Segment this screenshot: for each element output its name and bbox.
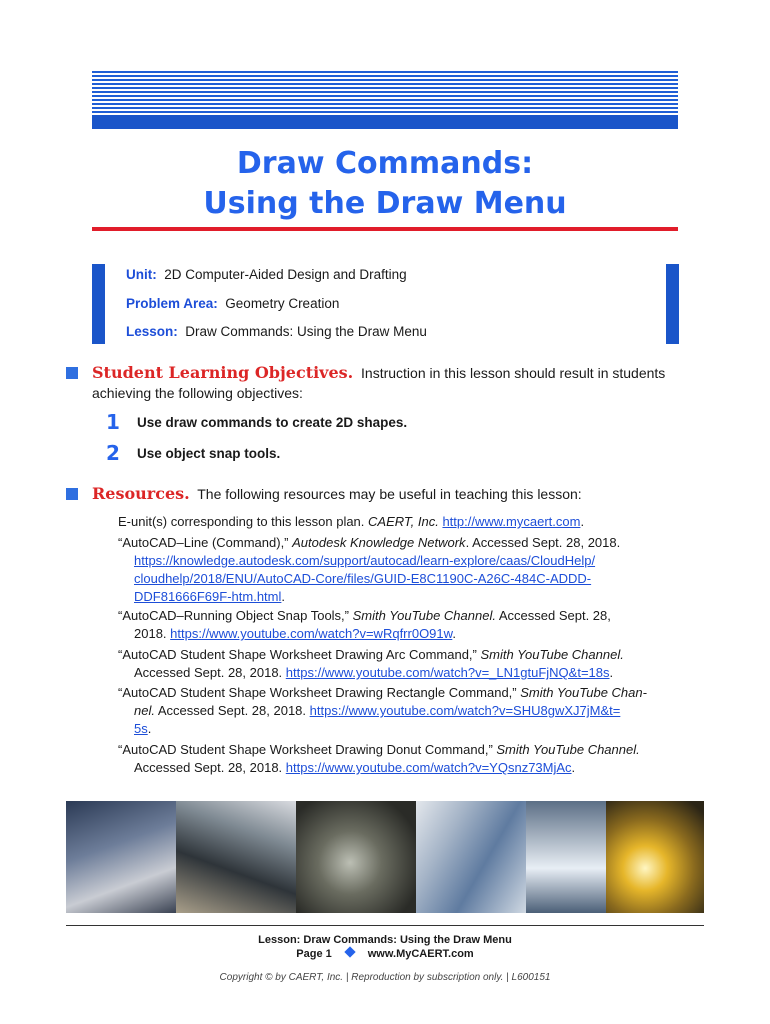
resources-intro: The following resources may be useful in teaching this lesson: — [197, 486, 582, 502]
photo-tile — [526, 801, 606, 913]
photo-collage — [66, 801, 704, 913]
resource-item: “AutoCAD Student Shape Worksheet Drawing Rectangle Command,” Smith YouTube Chan- nel. Accessed Sept. 28, 2018. https://www.youtube.com/watch?v=SHU8gwXJ7jM&t= 5s. — [118, 685, 647, 736]
unit-row — [126, 266, 407, 284]
bullet-square-icon — [66, 488, 78, 500]
photo-tile — [296, 801, 416, 913]
resources-heading-row — [92, 484, 582, 504]
problem-area-row — [126, 295, 339, 313]
page-title-line1: Draw Commands: — [236, 146, 534, 181]
lesson-row — [126, 323, 427, 341]
resource-link[interactable]: https://www.youtube.com/watch?v=_LN1gtuFjNQ&t=18s — [285, 665, 610, 680]
header-banner-base — [92, 115, 678, 129]
objective-text: Use object snap tools. — [137, 446, 281, 461]
title-divider — [92, 227, 678, 231]
resource-link[interactable]: https://www.youtube.com/watch?v=SHU8gwXJ7jM&t= — [309, 703, 621, 718]
resource-item: “AutoCAD Student Shape Worksheet Drawing Arc Command,” Smith YouTube Channel. Accessed Sept. 28, 2018. https://www.youtube.com/watch?v=_LN1gtuFjNQ&t=18s. — [118, 647, 624, 680]
resource-item: E-unit(s) corresponding to this lesson plan. CAERT, Inc. http://www.mycaert.com. — [118, 514, 585, 529]
unit-label: Unit: — [126, 267, 157, 282]
resource-link[interactable]: 5s — [134, 721, 148, 736]
resource-link[interactable]: cloudhelp/2018/ENU/AutoCAD-Core/files/GUID-E8C1190C-A26C-484C-ADDD- — [134, 571, 592, 586]
resources-heading: Resources. — [92, 484, 190, 503]
footer-page: Page 1 — [296, 948, 332, 960]
objectives-heading: Student Learning Objectives. — [92, 363, 354, 382]
footer-divider — [66, 925, 704, 926]
objective-number: 1 — [106, 410, 120, 434]
photo-tile — [416, 801, 526, 913]
objective-number: 2 — [106, 441, 120, 465]
photo-tile — [66, 801, 176, 913]
lesson-label: Lesson: — [126, 324, 178, 339]
resource-item: “AutoCAD Student Shape Worksheet Drawing Donut Command,” Smith YouTube Channel. Accessed Sept. 28, 2018. https://www.youtube.com/watch?v=YQsnz73MjAc. — [118, 742, 640, 775]
resource-link[interactable]: https://www.youtube.com/watch?v=YQsnz73MjAc — [285, 760, 572, 775]
resource-link[interactable]: https://www.youtube.com/watch?v=wRqfrr0O91w — [170, 626, 453, 641]
objectives-intro: Instruction in this lesson should result in students — [361, 365, 666, 381]
lesson-value: Draw Commands: Using the Draw Menu — [185, 324, 427, 339]
unit-value: 2D Computer-Aided Design and Drafting — [164, 267, 407, 282]
photo-tile — [606, 801, 704, 913]
page-title-line2: Using the Draw Menu — [203, 186, 567, 221]
objective-text: Use draw commands to create 2D shapes. — [137, 415, 408, 430]
resource-link[interactable]: http://www.mycaert.com — [442, 514, 581, 529]
resource-link[interactable]: DDF81666F69F-htm.html — [134, 589, 282, 604]
footer-site: www.MyCAERT.com — [367, 948, 474, 960]
resource-link[interactable]: https://knowledge.autodesk.com/support/autocad/learn-explore/caas/CloudHelp/ — [134, 553, 596, 568]
diamond-icon — [344, 946, 355, 957]
footer-lesson: Lesson: Draw Commands: Using the Draw Menu — [258, 934, 512, 946]
meta-left-bar — [92, 264, 105, 344]
footer-page-row — [0, 947, 770, 961]
problem-area-label: Problem Area: — [126, 296, 218, 311]
objectives-intro-cont: achieving the following objectives: — [92, 385, 303, 401]
resource-item: “AutoCAD–Running Object Snap Tools,” Smith YouTube Channel. Accessed Sept. 28, 2018. https://www.youtube.com/watch?v=wRqfrr0O91w. — [118, 608, 611, 641]
objectives-heading-row — [92, 363, 665, 383]
meta-right-bar — [666, 264, 679, 344]
problem-area-value: Geometry Creation — [225, 296, 340, 311]
copyright: Copyright © by CAERT, Inc. | Reproduction by subscription only. | L600151 — [219, 972, 551, 983]
resource-item: “AutoCAD–Line (Command),” Autodesk Knowledge Network. Accessed Sept. 28, 2018. https://knowledge.autodesk.com/support/autocad/learn-explore/caas/CloudHelp/ cloudhelp/2018/ENU/AutoCAD-Core/files/GUID-E8C1190C-A26C-484C-ADDD- DDF81666F69F-htm.html. — [118, 535, 621, 604]
photo-tile — [176, 801, 296, 913]
bullet-square-icon — [66, 367, 78, 379]
